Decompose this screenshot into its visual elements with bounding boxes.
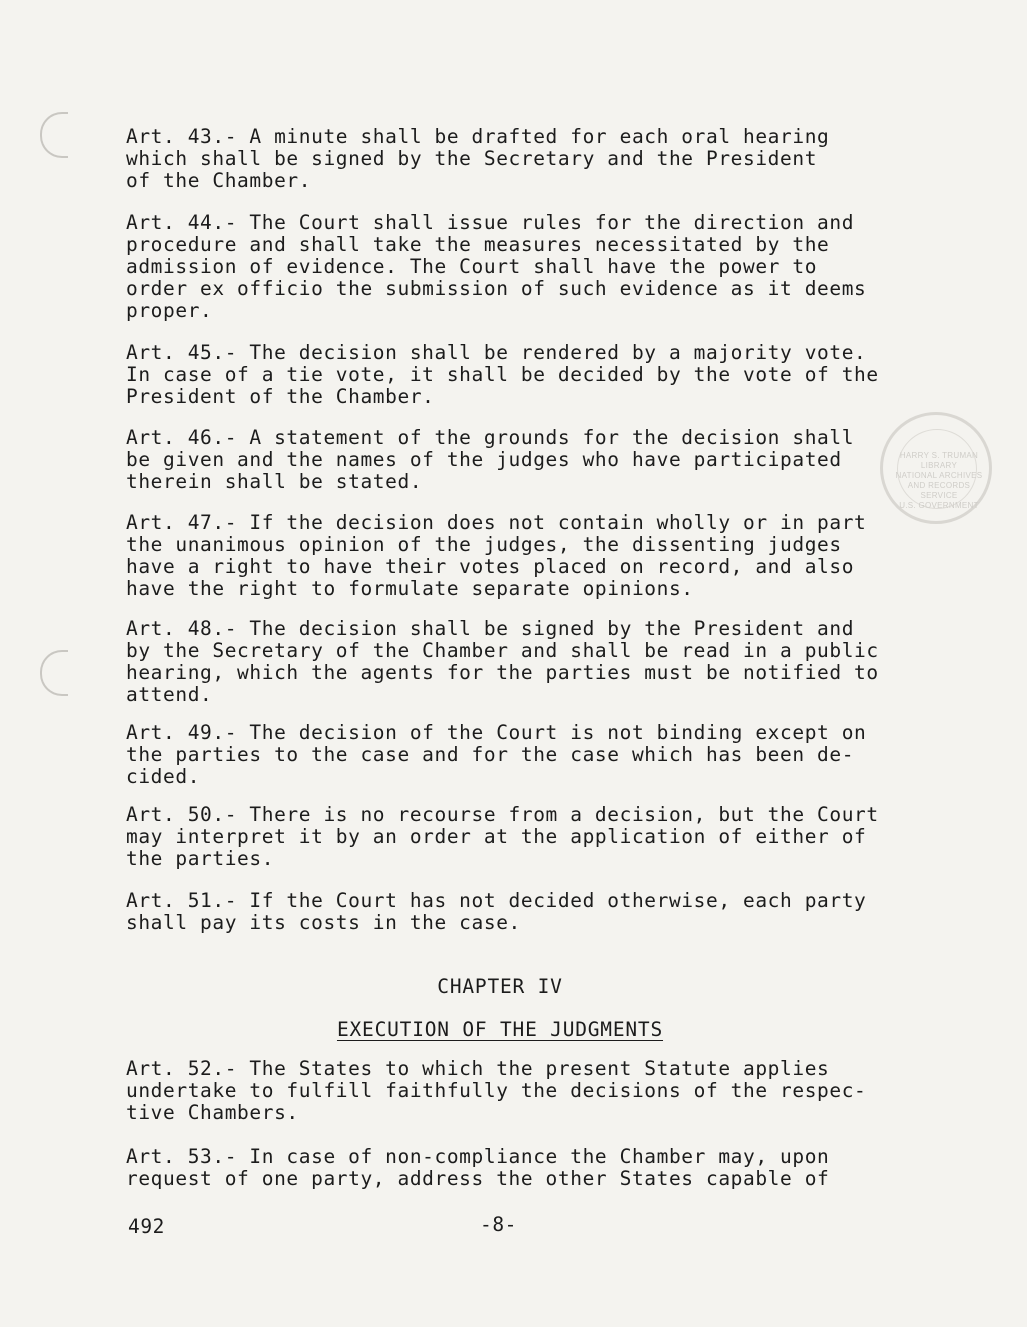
- punch-hole: [40, 650, 68, 696]
- article-44: Art. 44.- The Court shall issue rules for the direction and procedure and shall take the measures necessitated by the admission of evidence. The Court shall have the power to order ex officio the submission of such evidence as it deems proper.: [126, 211, 867, 322]
- article-50: Art. 50.- There is no recourse from a decision, but the Court may interpret it by an order at the application of either of the parties.: [126, 803, 879, 870]
- article-49: Art. 49.- The decision of the Court is not binding except on the parties to the case and for the case which has been de- cided.: [126, 721, 867, 788]
- chapter-title: CHAPTER IV: [437, 975, 563, 998]
- article-48: Art. 48.- The decision shall be signed by the President and by the Secretary of the Chamber and shall be read in a public hearing, which the agents for the parties must be notified to attend.: [126, 617, 879, 706]
- article-45: Art. 45.- The decision shall be rendered by a majority vote. In case of a tie vote, it shall be decided by the vote of the President of the Chamber.: [126, 341, 879, 408]
- stamp-text: HARRY S. TRUMAN LIBRARY NATIONAL ARCHIVES AND RECORDS SERVICE U.S. GOVERNMENT: [895, 451, 983, 510]
- chapter-subtitle: EXECUTION OF THE JUDGMENTS: [336, 1018, 664, 1041]
- punch-hole: [40, 112, 68, 158]
- article-52: Art. 52.- The States to which the present Statute applies undertake to fulfill faithfully the decisions of the respec- tive Chambers.: [126, 1057, 867, 1124]
- article-47: Art. 47.- If the decision does not contain wholly or in part the unanimous opinion of the judges, the dissenting judges have a right to have their votes placed on record, and also have the right to formulate separate opinions.: [126, 511, 867, 600]
- article-51: Art. 51.- If the Court has not decided otherwise, each party shall pay its costs in the case.: [126, 889, 867, 934]
- article-43: Art. 43.- A minute shall be drafted for each oral hearing which shall be signed by the Secretary and the President of the Chamber.: [126, 125, 830, 192]
- article-46: Art. 46.- A statement of the grounds for the decision shall be given and the names of the judges who have participated therein shall be stated.: [126, 426, 855, 493]
- article-53: Art. 53.- In case of non-compliance the Chamber may, upon request of one party, address the other States capable of: [126, 1145, 830, 1190]
- page-number: -8-: [480, 1213, 518, 1236]
- document-number: 492: [128, 1215, 166, 1238]
